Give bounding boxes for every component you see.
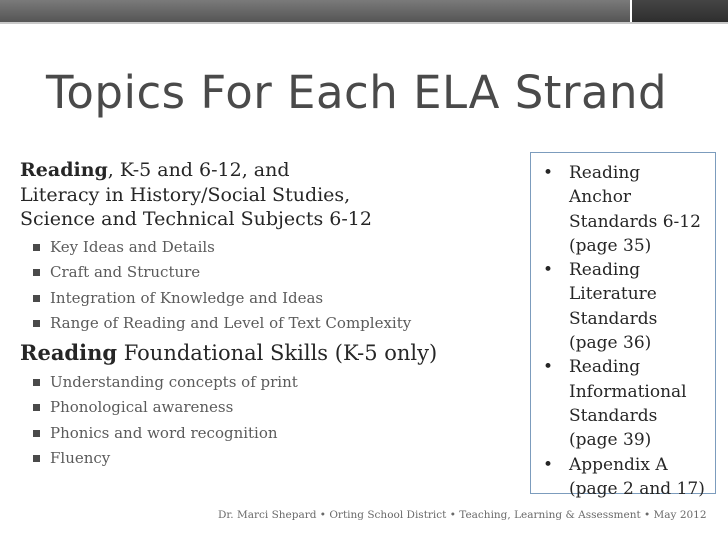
reference-line: Appendix A — [569, 454, 668, 475]
foundational-heading — [20, 339, 530, 367]
foundational-heading-rest: Foundational Skills (K-5 only) — [117, 340, 438, 365]
bullet-icon: • — [543, 163, 554, 183]
top-decor-line — [0, 22, 728, 24]
list-item-text: Fluency — [50, 449, 111, 467]
list-item — [33, 446, 530, 472]
reference-line: Reading — [569, 357, 641, 378]
list-item-text: Key Ideas and Details — [50, 237, 215, 256]
square-bullet-icon — [33, 379, 40, 386]
bullet-icon: • — [543, 357, 554, 378]
reference-line: Literature — [569, 284, 657, 305]
square-bullet-icon — [33, 430, 40, 437]
list-item-text: Understanding concepts of print — [50, 372, 298, 391]
standards-reference-list — [531, 153, 715, 501]
list-item — [33, 260, 530, 286]
list-item-text: Craft and Structure — [50, 263, 201, 281]
reference-line: (page 2 and 17) — [569, 478, 705, 499]
square-bullet-icon — [33, 320, 40, 327]
bullet-icon: • — [543, 260, 554, 281]
reference-line: Reading — [569, 163, 641, 183]
square-bullet-icon — [33, 455, 40, 462]
list-item — [33, 370, 530, 396]
list-item — [33, 421, 530, 447]
reading-topics-list — [20, 235, 530, 337]
list-item-text: Range of Reading and Level of Text Complexity — [50, 314, 412, 332]
square-bullet-icon — [33, 404, 40, 411]
list-item — [33, 286, 530, 312]
reading-heading-line2: Literacy in History/Social Studies, — [20, 183, 351, 206]
reference-line: Standards — [569, 308, 658, 329]
reference-line: (page 35) — [569, 235, 652, 256]
reference-line: Reading — [569, 260, 641, 281]
reference-item-anchor — [541, 161, 715, 258]
reading-heading-line1 — [20, 158, 530, 183]
reference-line: (page 39) — [569, 430, 652, 451]
top-decor-bar — [0, 0, 728, 22]
reading-heading-bold: Reading — [20, 159, 108, 181]
slide-footer: Dr. Marci Shepard • Orting School District • Teaching, Learning & Assessment • May 2012 — [218, 509, 707, 521]
bullet-icon: • — [543, 454, 554, 475]
reference-item-appendix — [541, 453, 715, 502]
reference-line: Informational — [569, 381, 687, 402]
top-decor-corner — [630, 0, 728, 22]
reference-line: (page 36) — [569, 333, 652, 354]
foundational-heading-bold: Reading — [20, 339, 118, 365]
standards-reference-box — [530, 152, 716, 499]
foundational-topics-list — [20, 370, 530, 472]
reference-item-literature — [541, 258, 715, 355]
square-bullet-icon — [33, 269, 40, 276]
main-content — [20, 158, 530, 474]
list-item-text: Phonics and word recognition — [50, 423, 278, 442]
list-item — [33, 395, 530, 421]
reference-item-informational — [541, 355, 715, 452]
reference-line: Standards 6-12 — [569, 211, 701, 232]
reference-line: Standards — [569, 405, 658, 426]
list-item-text: Integration of Knowledge and Ideas — [50, 288, 324, 307]
square-bullet-icon — [33, 244, 40, 251]
list-item — [33, 311, 530, 337]
reading-heading-rest: , K-5 and 6-12, and — [107, 159, 290, 181]
list-item-text: Phonological awareness — [50, 398, 234, 416]
reference-line: Anchor — [569, 187, 632, 208]
list-item — [33, 235, 530, 261]
square-bullet-icon — [33, 295, 40, 302]
reading-heading-line3: Science and Technical Subjects 6-12 — [20, 208, 372, 230]
slide-title: Topics For Each ELA Strand — [46, 66, 668, 119]
